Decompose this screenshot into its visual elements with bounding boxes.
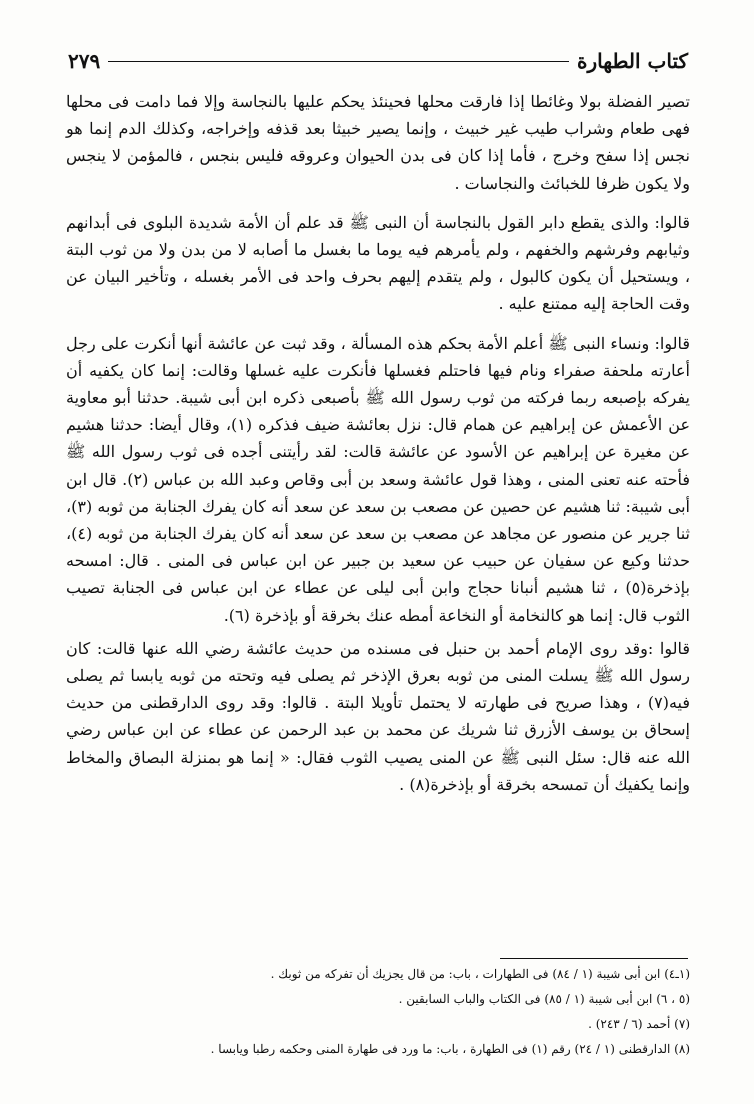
page-number: ٢٧٩ (68, 49, 101, 73)
paragraph: تصير الفضلة بولا وغائطا إذا فارقت محلها فحينئذ يحكم عليها بالنجاسة وإلا فما دامت فى محلها فهى طعام وشراب طيب غير خبيث ، وإنما يصير خبيثا بعد قذفه وإخراجه، وكذلك الدم إنما هو نجس إذا سفح وخرج ، فأما إذا كان فى بدن الحيوان وعروقه فليس بنجس ، فالمؤمن لا ينجس ولا يكون ظرفا للخبائث والنجاسات . (66, 92, 690, 193)
paragraph: قالوا: ونساء النبى ﷺ أعلم الأمة بحكم هذه المسألة ، وقد ثبت عن عائشة أنها أنكرت على رجل أعارته ملحفة صفراء ونام فيها فاحتلم فغسلها فأنكرت عليه غسلها وقالت: إنما كان يكفيه أن يفركه بإصبعه ربما فركته من ثوب رسول الله ﷺ بأصبعى ذكره ابن أبى شيبة. حدثنا أبو معاوية عن الأعمش عن إبراهيم عن همام قال: نزل بعائشة ضيف فذكره (١)، وقال أيضا: حدثنا هشيم عن مغيرة عن إبراهيم عن الأسود عن عائشة قالت: لقد رأيتنى أجده فى ثوب رسول الله ﷺ فأحته عنه تعنى المنى ، وهذا قول عائشة وسعد بن أبى وقاص وعبد الله بن عباس (٢). قال ابن أبى شيبة: ثنا هشيم عن حصين عن مصعب بن سعد عن سعد أنه كان يفرك الجنابة من ثوبه (٣)، ثنا جرير عن منصور عن مجاهد عن مصعب بن سعد عن سعد أنه كان يفرك الجنابة من ثوبه (٤)، حدثنا وكيع عن سفيان عن حبيب عن سعيد بن جبير عن ابن عباس فى المنى . قال: امسحه بإذخرة(٥) ، ثنا هشيم أنبانا حجاج وابن أبى ليلى عن عطاء عن ابن عباس فى الجنابة تصيب الثوب قال: إنما هو كالنخامة أو النخاعة أمطه عنك بخرقة أو بإذخرة (٦). (66, 333, 690, 625)
footnote: (١ـ٤) ابن أبى شيبة (١ / ٨٤) فى الطهارات ، باب: من قال يجزيك أن تفركه من ثوبك . (270, 967, 690, 981)
paragraph: قالوا: والذى يقطع دابر القول بالنجاسة أن النبى ﷺ قد علم أن الأمة شديدة البلوى فى أبدانهم وثيابهم وفرشهم والخفهم ، ولم يأمرهم فيه يوما ما بغسل ما أصابه لا من بدن ولا من ثوب البتة ، ويستحيل أن يكون كالبول ، ولم يتقدم إليهم بحرف واحد فى الأمر بغسله ، وتأخير البيان عن وقت الحاجة إليه ممتنع عليه . (66, 212, 690, 314)
footnotes (66, 962, 690, 1062)
footnote: (٨) الدارقطنى (١ / ٢٤) رقم (١) فى الطهارة ، باب: ما ورد فى طهارة المنى وحكمه رطبا ويابسا . (210, 1042, 690, 1056)
chapter-title: كتاب الطهارة (577, 49, 688, 73)
header-rule (108, 61, 569, 62)
paragraph: قالوا :وقد روى الإمام أحمد بن حنبل فى مسنده من حديث عائشة رضي الله عنها قالت: كان رسول الله ﷺ يسلت المنى من ثوبه بعرق الإذخر ثم يصلى فيه وتحته من ثوبه يابسا ثم يصلى فيه(٧) ، وهذا صريح فى طهارته لا يحتمل تأويلا البتة . قالوا: وقد روى الدارقطنى من حديث إسحاق بن يوسف الأزرق ثنا شريك عن محمد بن عبد الرحمن عن عطاء عن ابن عباس رضي الله عنه قال: سئل النبى ﷺ عن المنى يصيب الثوب فقال: « إنما هو بمنزلة البصاق والمخاط وإنما يكفيك أن تمسحه بخرقة أو بإذخرة(٨) . (66, 638, 690, 794)
running-header (68, 46, 688, 76)
footnote: (٧) أحمد (٦ / ٢٤٣) . (588, 1017, 690, 1031)
footnote-separator (500, 958, 688, 959)
main-text (66, 88, 690, 810)
footnote: (٥ ، ٦) ابن أبى شيبة (١ / ٨٥) فى الكتاب والباب السابقين . (398, 992, 690, 1006)
